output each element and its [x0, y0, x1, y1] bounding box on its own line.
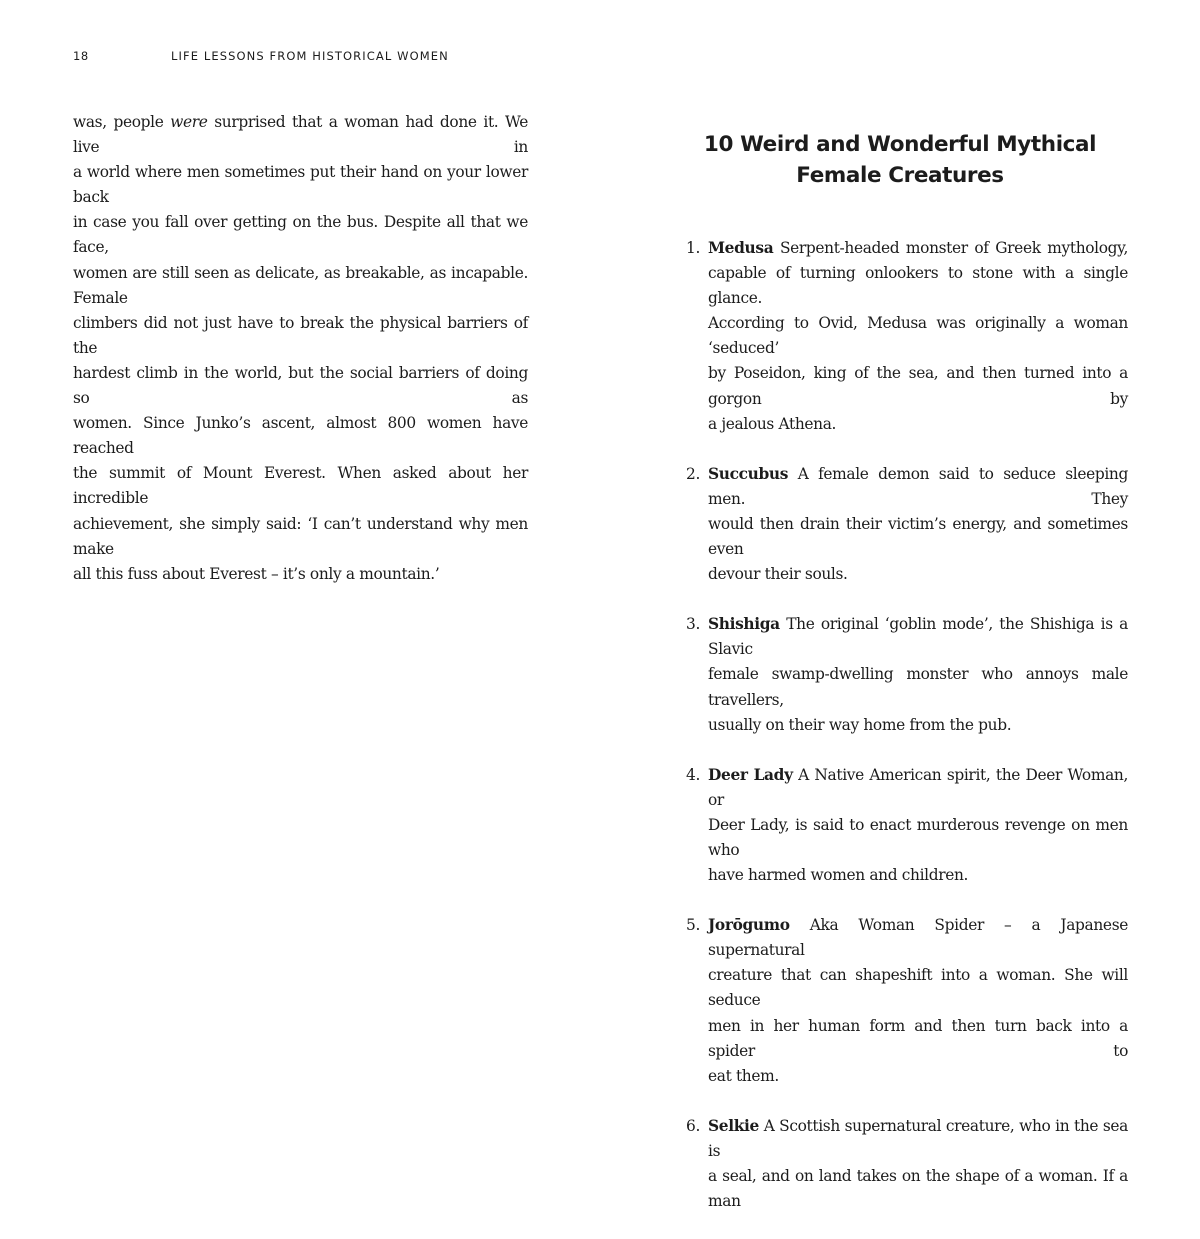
item-line — [708, 913, 1128, 963]
list-item — [680, 612, 1128, 737]
item-text: A Native American spirit, the Deer Woman, or — [708, 765, 1128, 809]
item-line: eat them. — [708, 1066, 779, 1085]
creature-name: Jorōgumo — [708, 916, 790, 935]
item-line — [708, 1114, 1128, 1164]
list-item — [680, 913, 1128, 1089]
page-number: 18 — [73, 49, 89, 63]
creature-name: Medusa — [708, 239, 774, 257]
item-line — [708, 236, 1128, 261]
creature-name: Selkie — [708, 1116, 759, 1135]
paragraph-line: in case you fall over getting on the bus. Despite all that we face, — [73, 213, 528, 257]
right-page — [600, 0, 1200, 1211]
item-text: Aka Woman Spider – a Japanese supernatural — [708, 916, 1128, 960]
body-paragraph — [73, 110, 528, 587]
item-line — [708, 462, 1128, 512]
paragraph-line: hardest climb in the world, but the social barriers of doing so as — [73, 363, 528, 408]
list-item — [680, 462, 1128, 587]
left-page — [0, 0, 600, 960]
creature-name: Succubus — [708, 464, 789, 483]
paragraph-line — [73, 110, 528, 160]
item-text: A Scottish supernatural creature, who in the sea is — [708, 1116, 1128, 1160]
heading-line-1: 10 Weird and Wonderful Mythical — [703, 132, 1097, 157]
running-head-title: LIFE LESSONS FROM HISTORICAL WOMEN — [171, 49, 449, 63]
paragraph-line: women are still seen as delicate, as breakable, as incapable. Female — [73, 263, 528, 307]
list-item-number: 4. — [686, 765, 700, 784]
item-line: have harmed women and children. — [708, 866, 969, 885]
item-text: A female demon said to seduce sleeping men. They — [708, 464, 1128, 508]
list-item — [680, 763, 1128, 888]
paragraph-line: achievement, she simply said: ‘I can’t understand why men make — [73, 514, 528, 558]
line-text: surprised that a woman had done it. We live in — [73, 113, 528, 157]
item-line: According to Ovid, Medusa was originally a woman ‘seduced’ — [708, 314, 1128, 358]
item-line: a jealous Athena. — [708, 414, 837, 433]
paragraph-line: women. Since Junko’s ascent, almost 800 women have reached — [73, 414, 528, 458]
creature-list — [680, 236, 1128, 1239]
paragraph-line: climbers did not just have to break the physical barriers of the — [73, 313, 528, 357]
creature-name: Shishiga — [708, 615, 780, 634]
item-text: The original ‘goblin mode’, the Shishiga is a Slavic — [708, 615, 1128, 659]
item-line: usually on their way home from the pub. — [708, 715, 1012, 734]
emphasized-word: were — [170, 113, 208, 131]
item-line: devour their souls. — [708, 565, 848, 584]
list-item-number: 3. — [686, 615, 700, 634]
paragraph-line: the summit of Mount Everest. When asked about her incredible — [73, 464, 528, 508]
list-item-number: 1. — [686, 239, 700, 257]
list-item-number: 5. — [686, 916, 700, 935]
item-line: capable of turning onlookers to stone with a single glance. — [708, 264, 1128, 308]
list-item — [680, 1114, 1128, 1214]
item-text: Serpent-headed monster of Greek mythology, — [779, 239, 1129, 257]
item-line: female swamp-dwelling monster who annoys male travellers, — [708, 665, 1128, 709]
item-line: would then drain their victim’s energy, and sometimes even — [708, 514, 1128, 559]
item-line: a seal, and on land takes on the shape of a woman. If a man — [708, 1167, 1128, 1211]
creature-name: Deer Lady — [708, 765, 793, 784]
chapter-heading — [700, 129, 1100, 191]
line-text: was, people — [73, 113, 171, 131]
item-line — [708, 763, 1128, 813]
paragraph-line: all this fuss about Everest – it’s only a mountain.’ — [73, 564, 440, 583]
item-line: by Poseidon, king of the sea, and then turned into a gorgon by — [708, 364, 1128, 408]
list-item-number: 6. — [686, 1116, 700, 1135]
item-line: creature that can shapeshift into a woman. She will seduce — [708, 966, 1128, 1010]
heading-line-2: Female Creatures — [796, 163, 1004, 188]
item-line: men in her human form and then turn back into a spider to — [708, 1016, 1128, 1060]
item-line — [708, 612, 1128, 662]
list-item-number: 2. — [686, 464, 700, 483]
paragraph-line: a world where men sometimes put their hand on your lower back — [73, 163, 528, 207]
running-head — [73, 49, 449, 63]
item-line: Deer Lady, is said to enact murderous revenge on men who — [708, 815, 1128, 859]
list-item — [680, 236, 1128, 437]
